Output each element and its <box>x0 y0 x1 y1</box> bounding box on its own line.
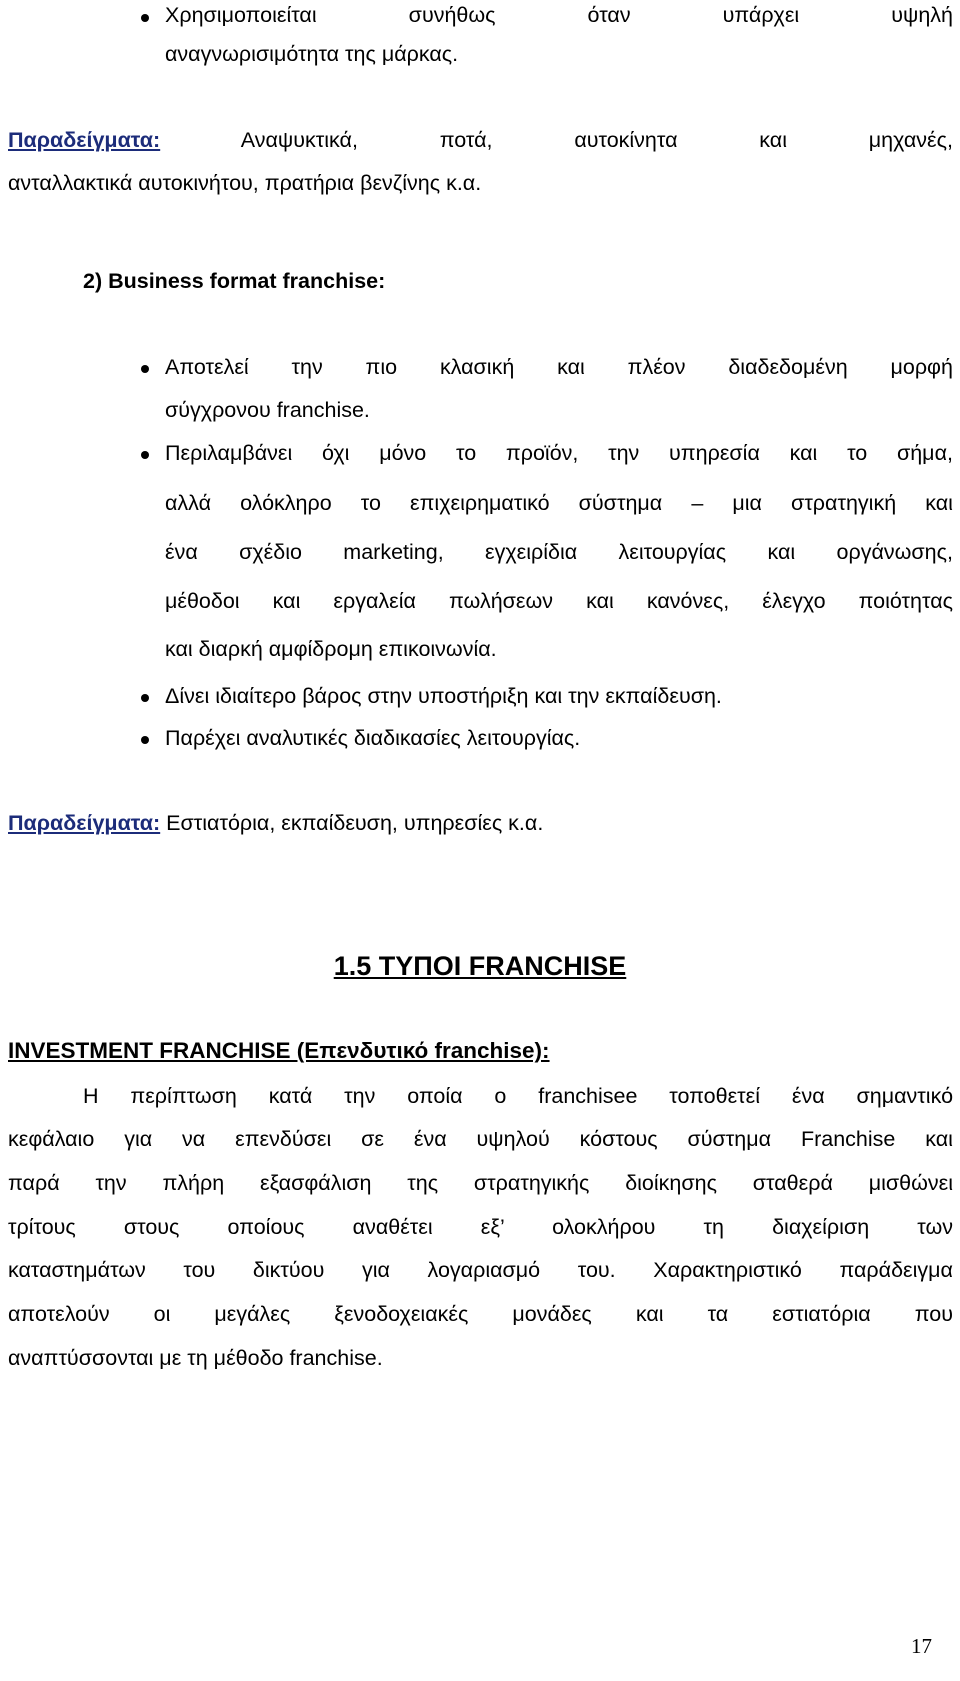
investment-line-2: κεφάλαιο για να επενδύσει σε ένα υψηλού κόστους σύστημα Franchise και <box>8 1127 953 1151</box>
bullet-dot <box>141 694 149 702</box>
investment-line-4: τρίτους στους οποίους αναθέτει εξ’ ολοκλήρου τη διαχείριση των <box>8 1215 953 1239</box>
bullet-dot <box>141 736 149 744</box>
bullet-1-line-2: σύγχρονου franchise. <box>165 398 370 422</box>
investment-line-5: καταστημάτων του δικτύου για λογαριασμό του. Χαρακτηριστικό παράδειγμα <box>8 1258 953 1282</box>
examples-1-line-1: Παραδείγματα: Αναψυκτικά, ποτά, αυτοκίνητα και μηχανές, <box>8 128 953 152</box>
investment-line-6: αποτελούν οι μεγάλες ξενοδοχειακές μονάδες και τα εστιατόρια που <box>8 1302 953 1326</box>
section-2-title: 2) Business format franchise: <box>83 269 386 293</box>
bullet-dot <box>141 365 149 373</box>
bullet-2-line-4: μέθοδοι και εργαλεία πωλήσεων και κανόνες, έλεγχο ποιότητας <box>165 589 953 613</box>
examples-2-text: Εστιατόρια, εκπαίδευση, υπηρεσίες κ.α. <box>160 811 544 835</box>
bullet-2-line-2: αλλά ολόκληρο το επιχειρηματικό σύστημα – μια στρατηγική και <box>165 491 953 515</box>
investment-line-7: αναπτύσσονται με τη μέθοδο franchise. <box>8 1346 383 1370</box>
examples-2-line <box>8 808 543 838</box>
bullet-2-line-3: ένα σχέδιο marketing, εγχειρίδια λειτουργίας και οργάνωσης, <box>165 540 953 564</box>
investment-heading: INVESTMENT FRANCHISE (Επενδυτικό franchise): <box>8 1038 550 1063</box>
top-bullet-line-2: αναγνωρισιμότητα της μάρκας. <box>165 42 459 66</box>
bullet-2-line-5: και διαρκή αμφίδρομη επικοινωνία. <box>165 637 497 661</box>
bullet-dot <box>141 451 149 459</box>
section-heading: 1.5 ΤΥΠΟΙ FRANCHISE <box>333 951 627 981</box>
top-bullet-line-1: Χρησιμοποιείται συνήθως όταν υπάρχει υψηλή <box>165 3 953 27</box>
examples-label: Παραδείγματα: <box>8 811 161 835</box>
bullet-dot <box>141 14 149 22</box>
page-number: 17 <box>911 1634 932 1658</box>
examples-label: Παραδείγματα: <box>8 128 161 152</box>
bullet-2-line-1: Περιλαμβάνει όχι μόνο το προϊόν, την υπηρεσία και το σήμα, <box>165 441 953 465</box>
bullet-3-line-1: Δίνει ιδιαίτερο βάρος στην υποστήριξη και την εκπαίδευση. <box>165 684 722 708</box>
investment-line-3: παρά την πλήρη εξασφάλιση της στρατηγικής διοίκησης σταθερά μισθώνει <box>8 1171 953 1195</box>
examples-1-line-2: ανταλλακτικά αυτοκινήτου, πρατήρια βενζίνης κ.α. <box>8 171 482 195</box>
bullet-1-line-1: Αποτελεί την πιο κλασική και πλέον διαδεδομένη μορφή <box>165 355 953 379</box>
investment-line-1: Η περίπτωση κατά την οποία ο franchisee τοποθετεί ένα σημαντικό <box>83 1084 954 1108</box>
bullet-4-line-1: Παρέχει αναλυτικές διαδικασίες λειτουργίας. <box>165 726 581 750</box>
